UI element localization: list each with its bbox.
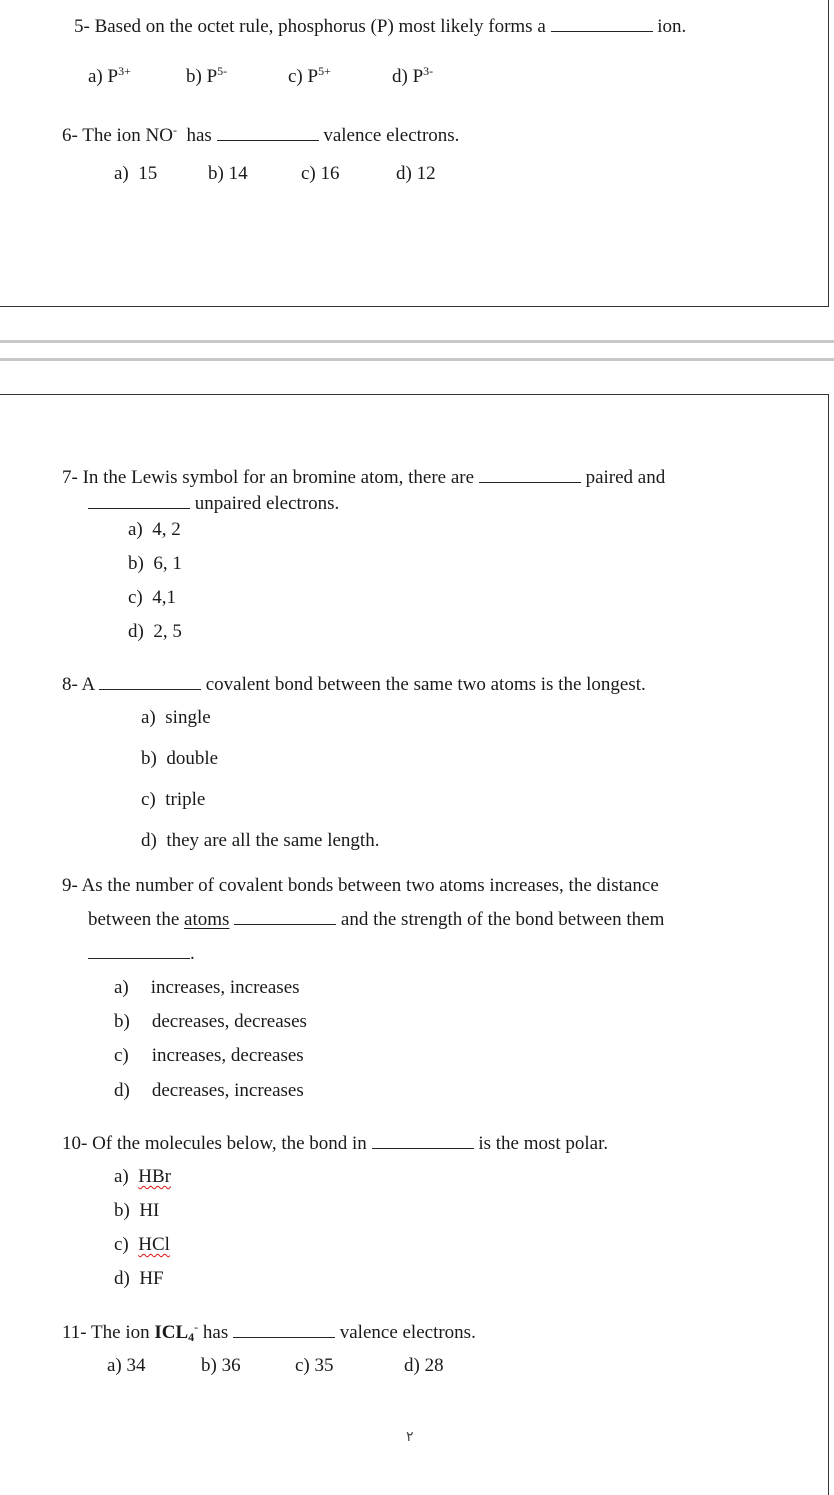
- option-q11-b[interactable]: b) 36: [201, 1355, 241, 1376]
- option-q10-a[interactable]: a) HBr: [114, 1166, 171, 1187]
- question-number: 6: [62, 125, 72, 146]
- option-q5-c[interactable]: c) $P^{5+}$: [288, 64, 331, 87]
- question-number: 9: [62, 875, 72, 896]
- question-9-line3: .: [88, 942, 195, 965]
- question-number: 10: [62, 1133, 81, 1154]
- option-q11-c[interactable]: c) 35: [295, 1355, 334, 1376]
- question-number: 8: [62, 674, 72, 695]
- option-q8-b[interactable]: b) double: [141, 748, 219, 769]
- option-q9-a[interactable]: a) increases, increases: [114, 977, 300, 998]
- option-q8-a[interactable]: a) single: [141, 707, 211, 728]
- question-number: 7: [62, 467, 72, 488]
- question-9-stem: 9- As the number of covalent bonds between two atoms increases, the distance: [62, 875, 659, 896]
- page-separator-bottom: [0, 358, 834, 361]
- option-q5-b[interactable]: b) $P^{5-}$: [186, 64, 228, 87]
- answer-blank[interactable]: [88, 942, 190, 959]
- page-1-frame: [0, 0, 829, 307]
- question-8-stem: 8- A covalent bond between the same two atoms is the longest.: [62, 674, 646, 695]
- answer-blank[interactable]: [234, 908, 336, 925]
- option-q9-c[interactable]: c) increases, decreases: [114, 1045, 304, 1066]
- option-q11-d[interactable]: d) 28: [404, 1355, 444, 1376]
- page-separator-top: [0, 340, 834, 343]
- question-10-stem: 10- Of the molecules below, the bond in is the most polar.: [62, 1133, 609, 1154]
- page-gap: [0, 308, 834, 394]
- option-q10-c[interactable]: c) HCl: [114, 1234, 170, 1255]
- option-q9-b[interactable]: b) decreases, decreases: [114, 1011, 307, 1032]
- answer-blank[interactable]: [551, 15, 653, 32]
- answer-blank[interactable]: [233, 1321, 335, 1338]
- question-6-stem: 6- The ion NO- has valence electrons.: [62, 123, 460, 146]
- answer-blank[interactable]: [217, 124, 319, 141]
- question-number: 5: [74, 16, 84, 37]
- answer-blank[interactable]: [99, 673, 201, 690]
- question-11-stem: 11- The ion $ICL_4^-$ has valence electrons.: [62, 1320, 476, 1344]
- answer-blank[interactable]: [372, 1132, 474, 1149]
- question-5-stem: 5- Based on the octet rule, phosphorus (P) most likely forms a ion.: [74, 16, 687, 37]
- answer-blank[interactable]: [479, 466, 581, 483]
- option-q8-d[interactable]: d) they are all the same length.: [141, 830, 380, 851]
- option-q6-b[interactable]: b) 14: [208, 163, 248, 184]
- option-q6-c[interactable]: c) 16: [301, 163, 340, 184]
- option-q9-d[interactable]: d) decreases, increases: [114, 1080, 304, 1101]
- option-q5-a[interactable]: a) $P^{3+}$: [88, 64, 131, 87]
- option-q5-d[interactable]: d) $P^{3-}$: [392, 64, 434, 87]
- question-7-stem: 7- In the Lewis symbol for an bromine atom, there are paired and: [62, 467, 666, 488]
- option-q8-c[interactable]: c) triple: [141, 789, 206, 810]
- option-q11-a[interactable]: a) 34: [107, 1355, 146, 1376]
- option-q6-a[interactable]: a) 15: [114, 163, 158, 184]
- answer-blank[interactable]: [88, 492, 190, 509]
- question-number: 11: [62, 1322, 81, 1343]
- option-q7-b[interactable]: b) 6, 1: [128, 553, 182, 574]
- option-q7-c[interactable]: c) 4,1: [128, 587, 177, 608]
- option-q6-d[interactable]: d) 12: [396, 163, 436, 184]
- option-q7-d[interactable]: d) 2, 5: [128, 621, 182, 642]
- page-number: ٢: [406, 1430, 414, 1445]
- option-q10-d[interactable]: d) HF: [114, 1268, 164, 1289]
- question-9-line2: between the atoms and the strength of the bond between them: [88, 909, 665, 930]
- option-q7-a[interactable]: a) 4, 2: [128, 519, 181, 540]
- question-7-line2: unpaired electrons.: [88, 492, 339, 515]
- option-q10-b[interactable]: b) HI: [114, 1200, 160, 1221]
